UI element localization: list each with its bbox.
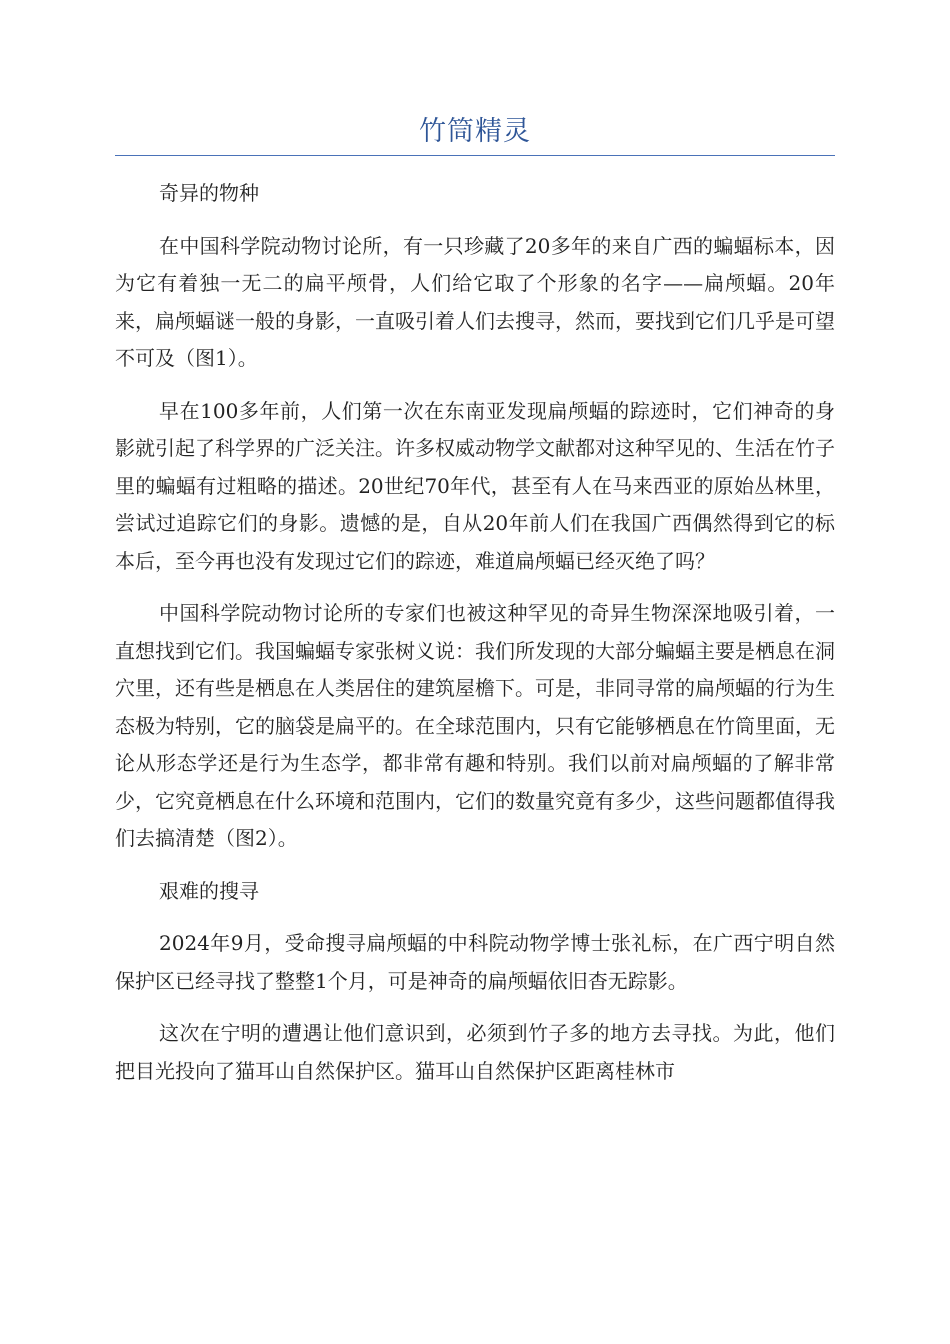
paragraph: 在中国科学院动物讨论所，有一只珍藏了20多年的来自广西的蝙蝠标本，因为它有着独一无二的扁平颅骨，人们给它取了个形象的名字——扁颅蝠。20年来，扁颅蝠谜一般的身影，一直吸引着人们去搜寻，然而，要找到它们几乎是可望不可及（图1）。 [115, 233, 835, 370]
paragraph-gap [115, 378, 835, 393]
paragraph-gap [115, 910, 835, 925]
paragraph-gap [115, 858, 835, 873]
paragraph: 中国科学院动物讨论所的专家们也被这种罕见的奇异生物深深地吸引着，一直想找到它们。我国蝙蝠专家张树义说：我们所发现的大部分蝙蝠主要是栖息在洞穴里，还有些是栖息在人类居住的建筑屋檐下。可是，非同寻常的扁颅蝠的行为生态极为特别，它的脑袋是扁平的。在全球范围内，只有它能够栖息在竹筒里面，无论从形态学还是行为生态学，都非常有趣和特别。我们以前对扁颅蝠的了解非常少，它究竟栖息在什么环境和范围内，它们的数量究竟有多少，这些问题都值得我们去搞清楚（图2）。 [115, 601, 835, 850]
paragraph: 早在100多年前，人们第一次在东南亚发现扁颅蝠的踪迹时，它们神奇的身影就引起了科学界的广泛关注。许多权威动物学文献都对这种罕见的、生活在竹子里的蝙蝠有过粗略的描述。20世纪70年代，甚至有人在马来西亚的原始丛林里，尝试过追踪它们的身影。遗憾的是，自从20年前人们在我国广西偶然得到它的标本后，至今再也没有发现过它们的踪迹，难道扁颅蝠已经灭绝了吗？ [115, 398, 835, 573]
title-underline [115, 155, 835, 156]
paragraph: 2024年9月，受命搜寻扁颅蝠的中科院动物学博士张礼标，在广西宁明自然保护区已经寻找了整整1个月，可是神奇的扁颅蝠依旧杳无踪影。 [115, 931, 835, 993]
paragraph-gap [115, 213, 835, 228]
paragraph-gap [115, 580, 835, 595]
document-title: 竹筒精灵 [419, 116, 531, 147]
document-body [115, 175, 835, 1090]
section-heading: 奇异的物种 [159, 181, 259, 205]
section-heading: 艰难的搜寻 [159, 878, 259, 903]
paragraph-gap [115, 1000, 835, 1015]
paragraph: 这次在宁明的遭遇让他们意识到，必须到竹子多的地方去寻找。为此，他们把目光投向了猫耳山自然保护区。猫耳山自然保护区距离桂林市 [115, 1021, 835, 1083]
